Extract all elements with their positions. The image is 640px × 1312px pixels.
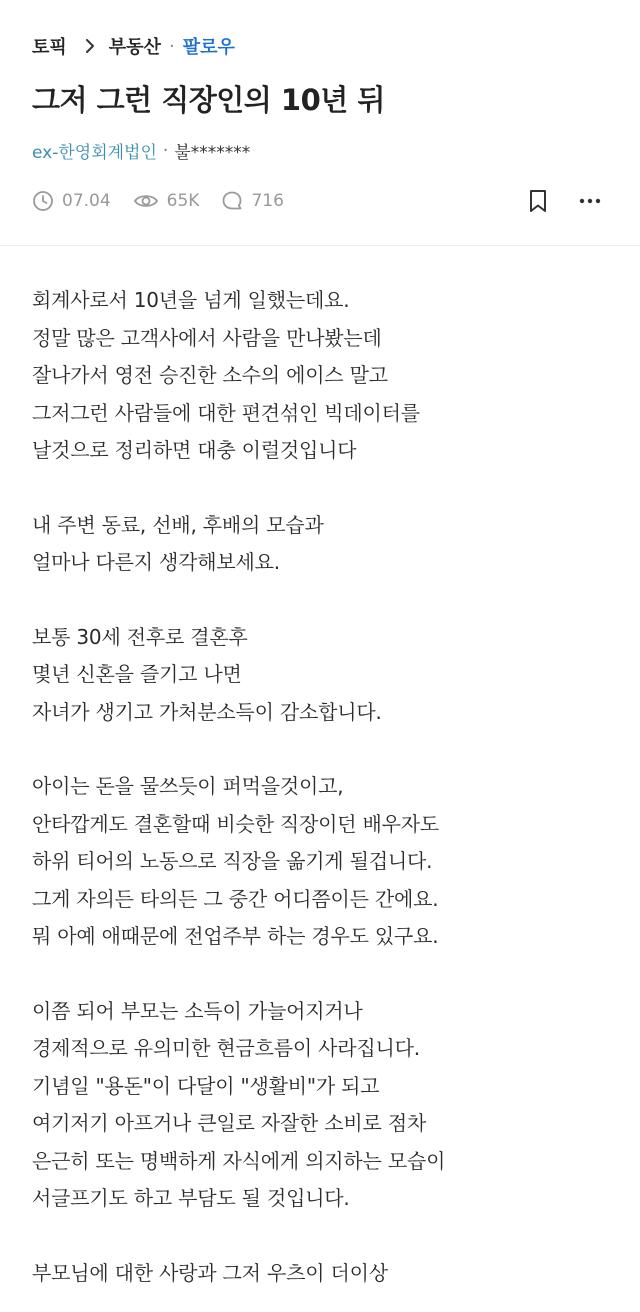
body-line: 경제적으로 유의미한 현금흐름이 사라집니다. [32,1036,420,1060]
body-paragraph [32,993,608,1218]
author-nickname: 불******* [174,143,251,163]
author-line [32,138,608,163]
more-options-button[interactable] [572,183,608,219]
chevron-right-icon [85,38,95,54]
breadcrumb-topic[interactable]: 토픽 [32,37,67,58]
comment-bubble-icon [221,190,243,212]
breadcrumb [32,32,608,60]
body-line: 정말 많은 고객사에서 사람을 만나봤는데 [32,325,382,350]
eye-icon [133,190,159,212]
body-line: 이쯤 되어 부모는 소득이 가늘어지거나 [32,998,363,1023]
body-line: 몇년 신혼을 즐기고 나면 [32,662,242,686]
post-title: 그저 그런 직장인의 10년 뒤 [32,83,385,117]
body-line: 그저그런 사람들에 대한 편견섞인 빅데이터를 [32,400,420,425]
body-line: 기념일 "용돈"이 다달이 "생활비"가 되고 [32,1073,380,1098]
views-stat [133,190,200,212]
view-count: 65K [166,191,200,211]
post-date: 07.04 [62,191,111,211]
post-meta [32,183,608,219]
body-line: 보통 30세 전후로 결혼후 [32,624,248,649]
author-separator: · [162,140,169,161]
follow-button[interactable]: 팔로우 [182,37,235,58]
body-line: 서글프기도 하고 부담도 될 것입니다. [32,1186,350,1210]
body-paragraph [32,619,608,732]
body-line: 은근히 또는 명백하게 자식에게 의지하는 모습이 [32,1148,446,1173]
body-line: 뭐 아예 애때문에 전업주부 하는 경우도 있구요. [32,924,439,948]
comments-stat[interactable] [221,190,283,212]
body-paragraph [32,282,608,470]
body-line: 안타깝게도 결혼할때 비슷한 직장이던 배우자도 [32,811,440,836]
comment-count: 716 [251,191,284,211]
body-line: 자녀가 생기고 가처분소득이 감소합니다. [32,699,382,724]
post-header [0,32,640,219]
body-line: 아이는 돈을 물쓰듯이 퍼먹을것이고, [32,774,344,798]
body-line: 회계사로서 10년을 넘게 일했는데요. [32,288,350,312]
date-stat [32,190,111,212]
bookmark-button[interactable] [520,183,556,219]
breadcrumb-category[interactable]: 부동산 [108,37,161,58]
body-line: 잘나가서 영전 승진한 소수의 에이스 말고 [32,363,388,387]
body-line: 하위 티어의 노동으로 직장을 옮기게 될겁니다. [32,849,433,873]
body-line: 그게 자의든 타의든 그 중간 어디쯤이든 간에요. [32,886,439,911]
body-line: 부모님에 대한 사랑과 그저 우츠이 더이상 [32,1260,388,1285]
body-paragraph [32,768,608,956]
breadcrumb-separator: · [168,35,175,57]
body-line: 날것으로 정리하면 대충 이럴것입니다 [32,438,357,462]
clock-icon [32,190,54,212]
more-dots-icon [579,198,601,204]
post-body [0,246,640,1292]
body-paragraph [32,1255,608,1293]
bookmark-icon [528,189,548,213]
body-line: 여기저기 아프거나 큰일로 자잘한 소비로 점차 [32,1111,427,1135]
author-company[interactable]: ex-한영회계법인 [32,143,157,163]
body-paragraph [32,507,608,582]
body-line: 내 주변 동료, 선배, 후배의 모습과 [32,512,324,537]
body-line: 얼마나 다른지 생각해보세요. [32,550,280,574]
